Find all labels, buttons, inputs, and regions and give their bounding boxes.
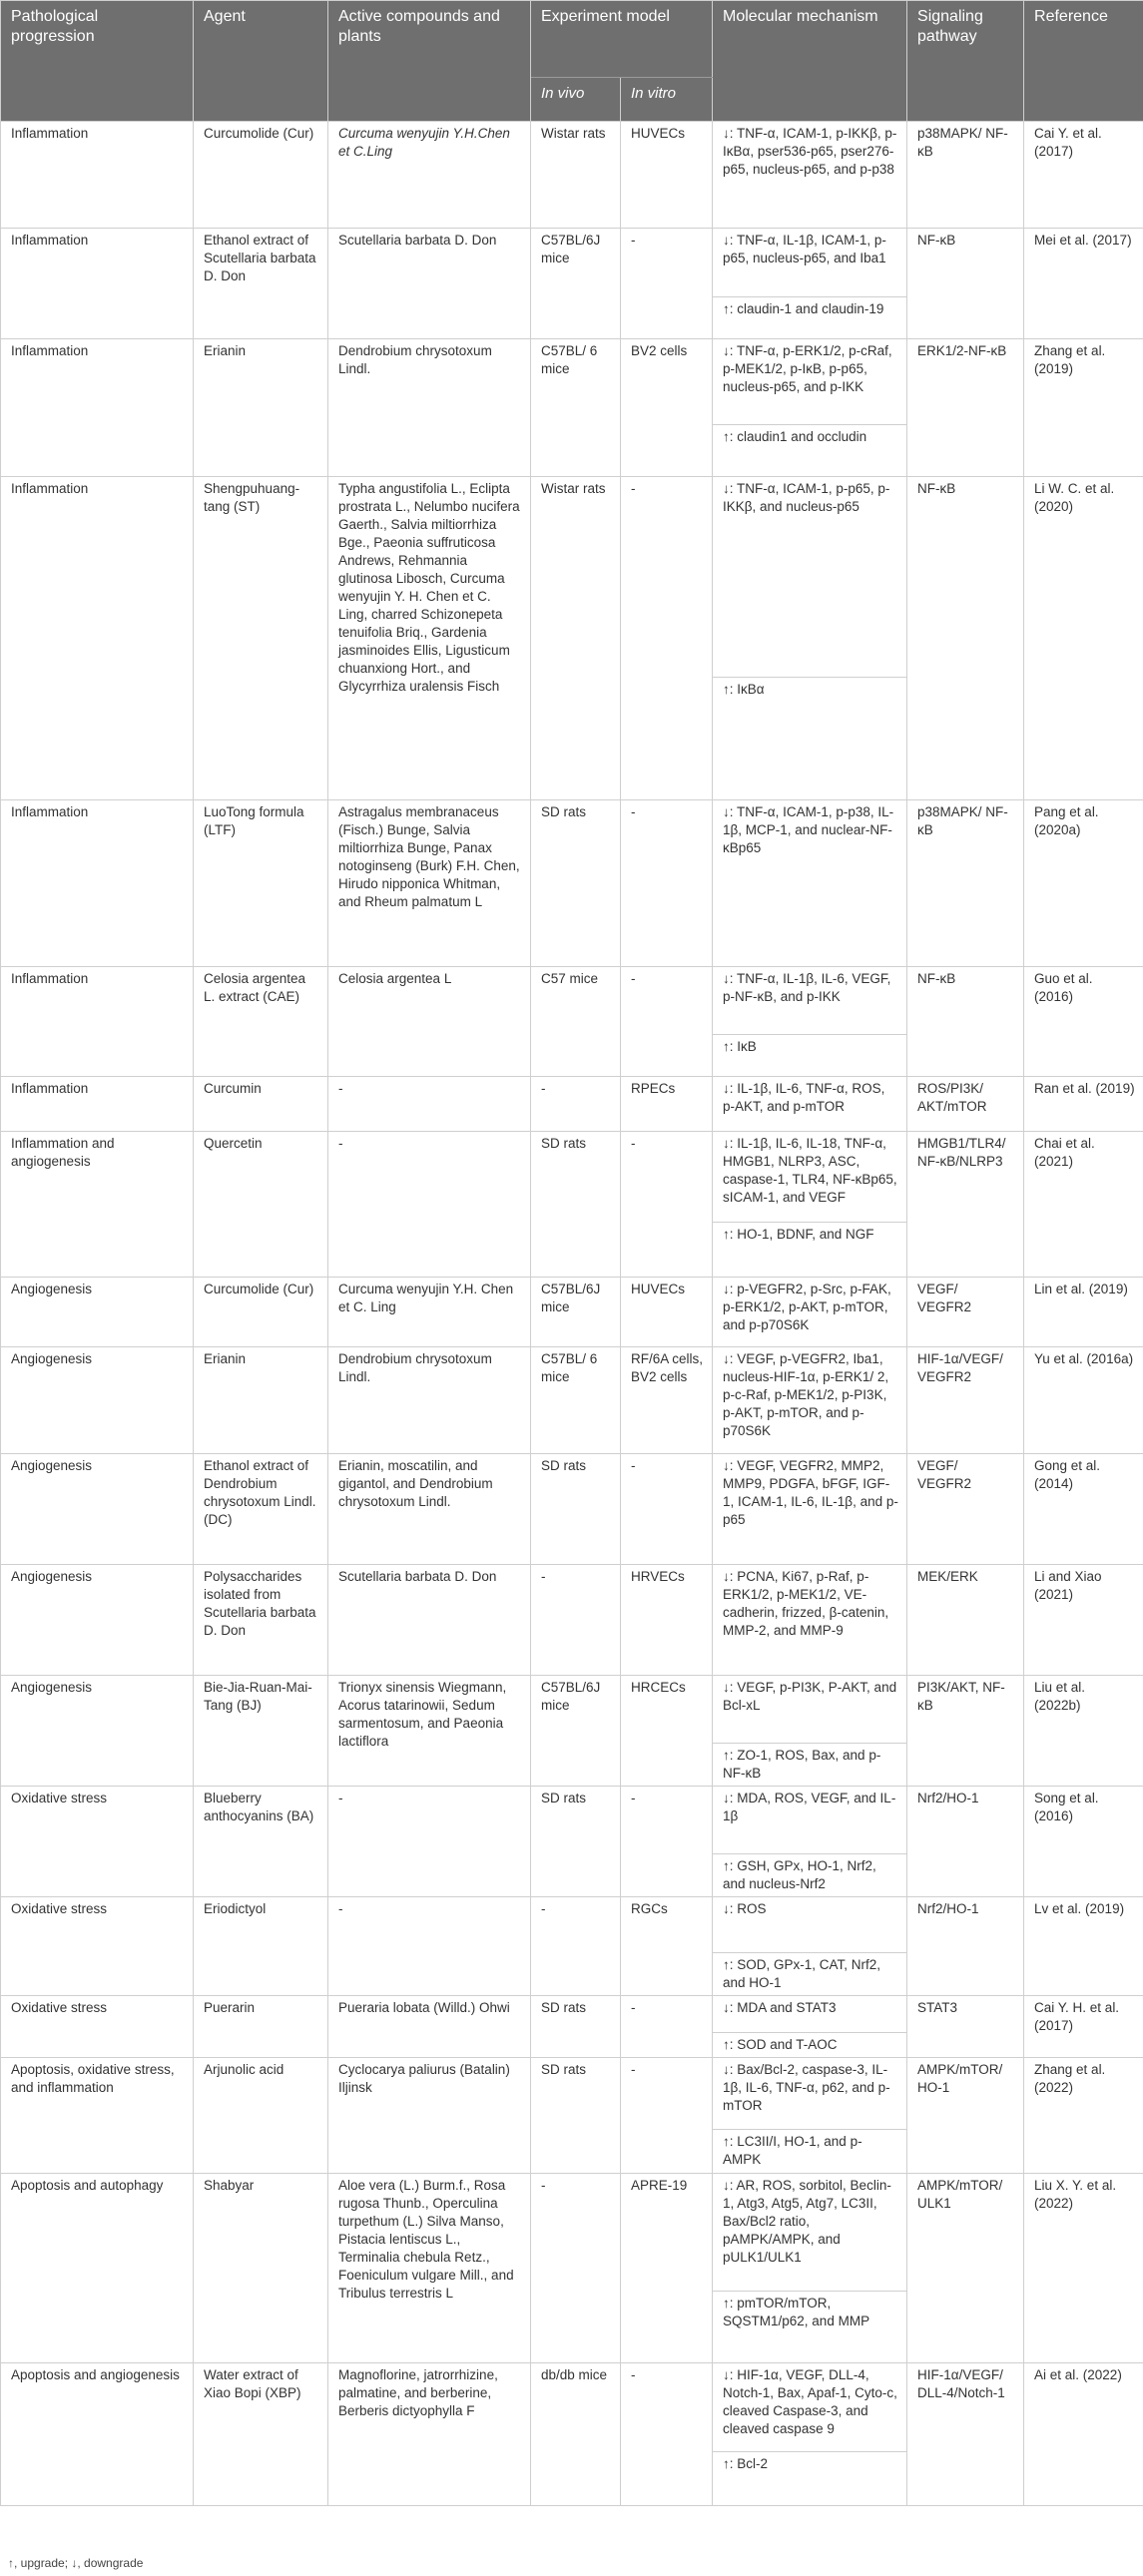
cell-in-vivo: SD rats	[531, 1132, 621, 1278]
cell-compounds: Aloe vera (L.) Burm.f., Rosa rugosa Thunb., Operculina turpethum (L.) Silva Manso, Pistacia lentiscus L., Terminalia chebula Retz., Foeniculum vulgare Mill., and Tribulus terrestris L	[328, 2174, 531, 2363]
cell-compounds: Curcuma wenyujin Y.H.Chen et C.Ling	[328, 122, 531, 229]
cell-in-vitro: RGCs	[621, 1897, 713, 1996]
cell-in-vivo: C57BL/6J mice	[531, 229, 621, 339]
cell-pathway: PI3K/AKT, NF-κB	[907, 1676, 1024, 1787]
cell-mechanism: ↑: SOD, GPx-1, CAT, Nrf2, and HO-1	[713, 1953, 907, 1996]
cell-pathway: NF-κB	[907, 477, 1024, 800]
cell-mechanism: ↓: IL-1β, IL-6, TNF-α, ROS, p-AKT, and p-mTOR	[713, 1077, 907, 1132]
cell-in-vivo: SD rats	[531, 1996, 621, 2058]
cell-in-vivo: db/db mice	[531, 2363, 621, 2506]
table-row	[1, 229, 1143, 297]
header-progression: Pathological progression	[1, 1, 194, 122]
cell-agent: Eriodictyol	[194, 1897, 328, 1996]
header-experiment-model: Experiment model	[531, 1, 713, 78]
cell-reference: Yu et al. (2016a)	[1024, 1347, 1143, 1454]
cell-compounds: Celosia argentea L	[328, 967, 531, 1077]
header-in-vitro: In vitro	[621, 78, 713, 122]
cell-agent: Curcumolide (Cur)	[194, 122, 328, 229]
cell-progression: Angiogenesis	[1, 1565, 194, 1676]
cell-in-vivo: C57BL/ 6 mice	[531, 339, 621, 477]
cell-agent: Shengpuhuang-tang (ST)	[194, 477, 328, 800]
table-row	[1, 122, 1143, 229]
cell-in-vitro: HRVECs	[621, 1565, 713, 1676]
cell-reference: Ai et al. (2022)	[1024, 2363, 1143, 2506]
cell-progression: Oxidative stress	[1, 1897, 194, 1996]
cell-mechanism: ↓: TNF-α, ICAM-1, p-p38, IL-1β, MCP-1, and nuclear-NF-κBp65	[713, 800, 907, 967]
cell-compounds: Magnoflorine, jatrorrhizine, palmatine, and berberine, Berberis dictyophylla F	[328, 2363, 531, 2506]
cell-pathway: p38MAPK/ NF-κB	[907, 122, 1024, 229]
header-pathway: Signaling pathway	[907, 1, 1024, 122]
cell-in-vivo: C57BL/6J mice	[531, 1278, 621, 1347]
cell-in-vitro: -	[621, 2058, 713, 2174]
cell-compounds: -	[328, 1787, 531, 1897]
cell-progression: Inflammation	[1, 477, 194, 800]
cell-agent: Erianin	[194, 339, 328, 477]
cell-mechanism: ↑: GSH, GPx, HO-1, Nrf2, and nucleus-Nrf2	[713, 1854, 907, 1897]
cell-mechanism: ↓: MDA, ROS, VEGF, and IL-1β	[713, 1787, 907, 1854]
cell-pathway: HIF-1α/VEGF/ VEGFR2	[907, 1347, 1024, 1454]
cell-progression: Angiogenesis	[1, 1676, 194, 1787]
cell-reference: Li W. C. et al. (2020)	[1024, 477, 1143, 800]
cell-reference: Lin et al. (2019)	[1024, 1278, 1143, 1347]
cell-progression: Apoptosis and autophagy	[1, 2174, 194, 2363]
cell-compounds: Astragalus membranaceus (Fisch.) Bunge, Salvia miltiorrhiza Bunge, Panax notoginseng (Burk) F.H. Chen, Hirudo nipponica Whitman, and Rheum palmatum L	[328, 800, 531, 967]
cell-mechanism: ↓: TNF-α, ICAM-1, p-p65, p-IKKβ, and nucleus-p65	[713, 477, 907, 678]
cell-progression: Inflammation	[1, 800, 194, 967]
table-row	[1, 2174, 1143, 2292]
cell-in-vitro: APRE-19	[621, 2174, 713, 2363]
cell-pathway: VEGF/ VEGFR2	[907, 1454, 1024, 1565]
table-row	[1, 1454, 1143, 1565]
cell-progression: Oxidative stress	[1, 1996, 194, 2058]
table-row	[1, 1996, 1143, 2033]
cell-reference: Guo et al. (2016)	[1024, 967, 1143, 1077]
cell-pathway: HMGB1/TLR4/ NF-κB/NLRP3	[907, 1132, 1024, 1278]
cell-compounds: Curcuma wenyujin Y.H. Chen et C. Ling	[328, 1278, 531, 1347]
cell-pathway: ERK1/2-NF-κB	[907, 339, 1024, 477]
table-row	[1, 1676, 1143, 1744]
header-reference: Reference	[1024, 1, 1143, 122]
cell-in-vivo: Wistar rats	[531, 122, 621, 229]
cell-pathway: Nrf2/HO-1	[907, 1787, 1024, 1897]
cell-compounds: -	[328, 1132, 531, 1278]
cell-in-vivo: SD rats	[531, 1787, 621, 1897]
cell-pathway: AMPK/mTOR/ ULK1	[907, 2174, 1024, 2363]
cell-in-vivo: C57BL/6J mice	[531, 1676, 621, 1787]
cell-in-vitro: -	[621, 477, 713, 800]
cell-mechanism: ↓: ROS	[713, 1897, 907, 1953]
cell-in-vitro: HUVECs	[621, 122, 713, 229]
table-row	[1, 339, 1143, 425]
cell-in-vitro: BV2 cells	[621, 339, 713, 477]
cell-mechanism: ↓: VEGF, VEGFR2, MMP2, MMP9, PDGFA, bFGF, IGF-1, ICAM-1, IL-6, IL-1β, and p-p65	[713, 1454, 907, 1565]
cell-agent: Quercetin	[194, 1132, 328, 1278]
cell-agent: Bie-Jia-Ruan-Mai-Tang (BJ)	[194, 1676, 328, 1787]
cell-reference: Ran et al. (2019)	[1024, 1077, 1143, 1132]
cell-compounds: -	[328, 1077, 531, 1132]
cell-agent: Blueberry anthocyanins (BA)	[194, 1787, 328, 1897]
cell-pathway: p38MAPK/ NF-κB	[907, 800, 1024, 967]
cell-pathway: MEK/ERK	[907, 1565, 1024, 1676]
cell-mechanism: ↓: HIF-1α, VEGF, DLL-4, Notch-1, Bax, Apaf-1, Cyto-c, cleaved Caspase-3, and cleaved caspase 9	[713, 2363, 907, 2452]
table-row	[1, 2058, 1143, 2130]
cell-reference: Zhang et al. (2019)	[1024, 339, 1143, 477]
cell-progression: Inflammation	[1, 1077, 194, 1132]
table-row	[1, 1347, 1143, 1454]
cell-in-vitro: -	[621, 1132, 713, 1278]
cell-mechanism: ↑: IκB	[713, 1035, 907, 1077]
cell-pathway: STAT3	[907, 1996, 1024, 2058]
table-row	[1, 967, 1143, 1035]
cell-mechanism: ↓: TNF-α, ICAM-1, p-IKKβ, p-IκBα, pser536-p65, pser276-p65, nucleus-p65, and p-p38	[713, 122, 907, 229]
cell-mechanism: ↓: AR, ROS, sorbitol, Beclin-1, Atg3, Atg5, Atg7, LC3II, Bax/Bcl2 ratio, pAMPK/AMPK, and pULK1/ULK1	[713, 2174, 907, 2292]
cell-pathway: HIF-1α/VEGF/ DLL-4/Notch-1	[907, 2363, 1024, 2506]
cell-mechanism: ↓: TNF-α, p-ERK1/2, p-cRaf, p-MEK1/2, p-IκB, p-p65, nucleus-p65, and p-IKK	[713, 339, 907, 425]
cell-in-vivo: SD rats	[531, 800, 621, 967]
cell-progression: Angiogenesis	[1, 1454, 194, 1565]
cell-in-vitro: -	[621, 2363, 713, 2506]
cell-progression: Inflammation	[1, 967, 194, 1077]
table-row	[1, 2363, 1143, 2452]
cell-compounds: Cyclocarya paliurus (Batalin) Iljinsk	[328, 2058, 531, 2174]
cell-mechanism: ↓: TNF-α, IL-1β, ICAM-1, p-p65, nucleus-p65, and Iba1	[713, 229, 907, 297]
table-row	[1, 1565, 1143, 1676]
header-compounds: Active compounds and plants	[328, 1, 531, 122]
cell-mechanism: ↓: MDA and STAT3	[713, 1996, 907, 2033]
cell-pathway: VEGF/ VEGFR2	[907, 1278, 1024, 1347]
cell-progression: Inflammation	[1, 122, 194, 229]
cell-agent: LuoTong formula (LTF)	[194, 800, 328, 967]
cell-reference: Chai et al. (2021)	[1024, 1132, 1143, 1278]
cell-agent: Water extract of Xiao Bopi (XBP)	[194, 2363, 328, 2506]
table-body	[1, 122, 1143, 2506]
cell-compounds: Dendrobium chrysotoxum Lindl.	[328, 339, 531, 477]
cell-agent: Polysaccharides isolated from Scutellaria barbata D. Don	[194, 1565, 328, 1676]
table-row	[1, 1077, 1143, 1132]
cell-in-vivo: -	[531, 1077, 621, 1132]
table-row	[1, 1897, 1143, 1953]
cell-reference: Li and Xiao (2021)	[1024, 1565, 1143, 1676]
cell-mechanism: ↓: VEGF, p-PI3K, P-AKT, and Bcl-xL	[713, 1676, 907, 1744]
cell-agent: Curcumin	[194, 1077, 328, 1132]
cell-progression: Angiogenesis	[1, 1347, 194, 1454]
cell-compounds: -	[328, 1897, 531, 1996]
cell-in-vitro: -	[621, 229, 713, 339]
cell-mechanism: ↑: claudin1 and occludin	[713, 425, 907, 477]
cell-agent: Erianin	[194, 1347, 328, 1454]
table-row	[1, 477, 1143, 678]
cell-reference: Zhang et al. (2022)	[1024, 2058, 1143, 2174]
cell-reference: Mei et al. (2017)	[1024, 229, 1143, 339]
cell-in-vitro: -	[621, 1996, 713, 2058]
header-mechanism: Molecular mechanism	[713, 1, 907, 122]
cell-agent: Shabyar	[194, 2174, 328, 2363]
cell-compounds: Scutellaria barbata D. Don	[328, 229, 531, 339]
cell-reference: Pang et al. (2020a)	[1024, 800, 1143, 967]
cell-in-vivo: SD rats	[531, 1454, 621, 1565]
cell-mechanism: ↓: p-VEGFR2, p-Src, p-FAK, p-ERK1/2, p-AKT, p-mTOR, and p-p70S6K	[713, 1278, 907, 1347]
cell-compounds: Typha angustifolia L., Eclipta prostrata L., Nelumbo nucifera Gaerth., Salvia miltiorrhiza Bge., Paeonia suffruticosa Andrews, Rehmannia glutinosa Libosch, Curcuma wenyujin Y. H. Chen et C. Ling, charred Schizonepeta tenuifolia Briq., Gardenia jasminoides Ellis, Ligusticum chuanxiong Hort., and Glycyrrhiza uralensis Fisch	[328, 477, 531, 800]
cell-mechanism: ↑: pmTOR/mTOR, SQSTM1/p62, and MMP	[713, 2292, 907, 2363]
cell-reference: Liu et al. (2022b)	[1024, 1676, 1143, 1787]
cell-reference: Gong et al. (2014)	[1024, 1454, 1143, 1565]
cell-in-vitro: HUVECs	[621, 1278, 713, 1347]
cell-in-vivo: Wistar rats	[531, 477, 621, 800]
cell-mechanism: ↓: IL-1β, IL-6, IL-18, TNF-α, HMGB1, NLRP3, ASC, caspase-1, TLR4, NF-κBp65, sICAM-1, and VEGF	[713, 1132, 907, 1223]
cell-compounds: Dendrobium chrysotoxum Lindl.	[328, 1347, 531, 1454]
cell-progression: Apoptosis, oxidative stress, and inflammation	[1, 2058, 194, 2174]
cell-in-vivo: SD rats	[531, 2058, 621, 2174]
cell-in-vitro: HRCECs	[621, 1676, 713, 1787]
cell-reference: Cai Y. et al. (2017)	[1024, 122, 1143, 229]
cell-agent: Arjunolic acid	[194, 2058, 328, 2174]
cell-pathway: AMPK/mTOR/ HO-1	[907, 2058, 1024, 2174]
cell-progression: Angiogenesis	[1, 1278, 194, 1347]
table-row	[1, 1132, 1143, 1223]
cell-mechanism: ↑: LC3II/I, HO-1, and p-AMPK	[713, 2130, 907, 2174]
cell-pathway: NF-κB	[907, 967, 1024, 1077]
cell-mechanism: ↑: Bcl-2	[713, 2452, 907, 2506]
table-row	[1, 800, 1143, 967]
header-agent: Agent	[194, 1, 328, 122]
cell-progression: Apoptosis and angiogenesis	[1, 2363, 194, 2506]
table-row	[1, 1278, 1143, 1347]
cell-mechanism: ↑: IκBα	[713, 678, 907, 800]
cell-in-vivo: -	[531, 1897, 621, 1996]
cell-progression: Oxidative stress	[1, 1787, 194, 1897]
cell-reference: Cai Y. H. et al. (2017)	[1024, 1996, 1143, 2058]
cell-compounds: Trionyx sinensis Wiegmann, Acorus tatarinowii, Sedum sarmentosum, and Paeonia lactiflora	[328, 1676, 531, 1787]
cell-in-vitro: -	[621, 1454, 713, 1565]
cell-agent: Celosia argentea L. extract (CAE)	[194, 967, 328, 1077]
cell-compounds: Erianin, moscatilin, and gigantol, and Dendrobium chrysotoxum Lindl.	[328, 1454, 531, 1565]
cell-agent: Curcumolide (Cur)	[194, 1278, 328, 1347]
cell-in-vivo: C57BL/ 6 mice	[531, 1347, 621, 1454]
cell-compounds: Pueraria lobata (Willd.) Ohwi	[328, 1996, 531, 2058]
cell-in-vivo: -	[531, 1565, 621, 1676]
cell-mechanism: ↑: claudin-1 and claudin-19	[713, 297, 907, 339]
cell-mechanism: ↓: Bax/Bcl-2, caspase-3, IL-1β, IL-6, TNF-α, p62, and p-mTOR	[713, 2058, 907, 2130]
cell-reference: Liu X. Y. et al. (2022)	[1024, 2174, 1143, 2363]
cell-compounds: Scutellaria barbata D. Don	[328, 1565, 531, 1676]
cell-in-vitro: -	[621, 967, 713, 1077]
cell-pathway: Nrf2/HO-1	[907, 1897, 1024, 1996]
cell-reference: Lv et al. (2019)	[1024, 1897, 1143, 1996]
cell-in-vitro: -	[621, 800, 713, 967]
cell-progression: Inflammation	[1, 229, 194, 339]
cell-in-vivo: -	[531, 2174, 621, 2363]
cell-mechanism: ↑: SOD and T-AOC	[713, 2033, 907, 2058]
cell-reference: Song et al. (2016)	[1024, 1787, 1143, 1897]
header-in-vivo: In vivo	[531, 78, 621, 122]
cell-mechanism: ↑: HO-1, BDNF, and NGF	[713, 1223, 907, 1278]
table-row	[1, 1787, 1143, 1854]
footnote: ↑, upgrade; ↓, downgrade	[8, 2556, 144, 2570]
cell-pathway: NF-κB	[907, 229, 1024, 339]
cell-in-vivo: C57 mice	[531, 967, 621, 1077]
cell-mechanism: ↓: VEGF, p-VEGFR2, Iba1, nucleus-HIF-1α, p-ERK1/ 2, p-c-Raf, p-MEK1/2, p-PI3K, p-AKT, p-mTOR, and p-p70S6K	[713, 1347, 907, 1454]
cell-agent: Ethanol extract of Scutellaria barbata D. Don	[194, 229, 328, 339]
cell-progression: Inflammation	[1, 339, 194, 477]
cell-in-vitro: -	[621, 1787, 713, 1897]
cell-in-vitro: RF/6A cells, BV2 cells	[621, 1347, 713, 1454]
cell-mechanism: ↓: TNF-α, IL-1β, IL-6, VEGF, p-NF-κB, and p-IKK	[713, 967, 907, 1035]
cell-mechanism: ↑: ZO-1, ROS, Bax, and p-NF-κB	[713, 1744, 907, 1787]
cell-agent: Puerarin	[194, 1996, 328, 2058]
cell-mechanism: ↓: PCNA, Ki67, p-Raf, p-ERK1/2, p-MEK1/2, VE-cadherin, frizzed, β-catenin, MMP-2, and MMP-9	[713, 1565, 907, 1676]
cell-pathway: ROS/PI3K/ AKT/mTOR	[907, 1077, 1024, 1132]
cell-progression: Inflammation and angiogenesis	[1, 1132, 194, 1278]
cell-agent: Ethanol extract of Dendrobium chrysotoxum Lindl. (DC)	[194, 1454, 328, 1565]
cell-in-vitro: RPECs	[621, 1077, 713, 1132]
